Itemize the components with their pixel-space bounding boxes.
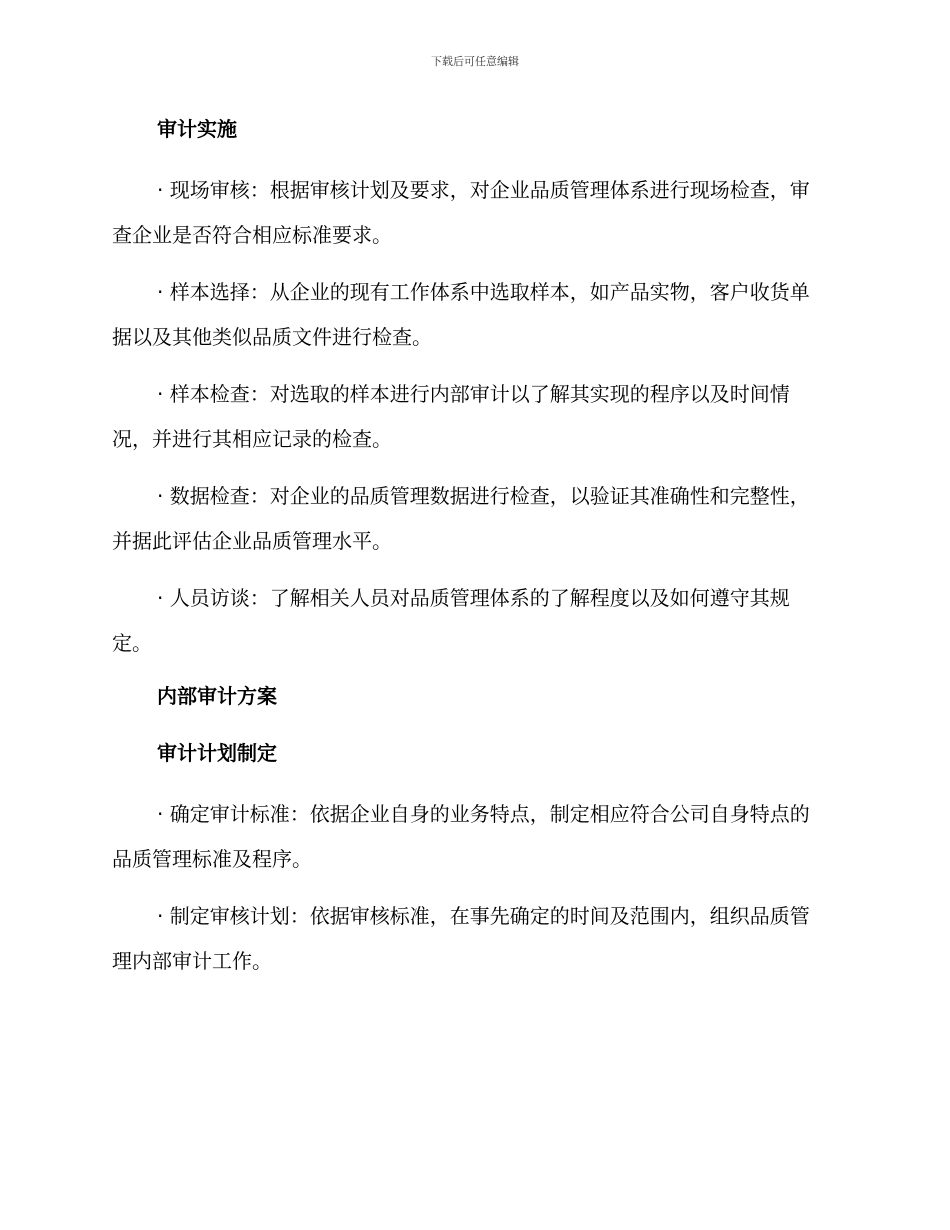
paragraph-sample-inspection: · 样本检查：对选取的样本进行内部审计以了解其实现的程序以及时间情况，并进行其相应记录的检查。	[112, 382, 790, 451]
section-heading-audit-implementation: 审计实施	[157, 117, 237, 141]
paragraph-staff-interview: · 人员访谈：了解相关人员对品质管理体系的了解程度以及如何遵守其规定。	[112, 586, 790, 655]
section-heading-audit-plan-formulation: 审计计划制定	[157, 741, 277, 765]
paragraph-onsite-audit: · 现场审核：根据审核计划及要求，对企业品质管理体系进行现场检查，审查企业是否符合相应标准要求。	[112, 178, 810, 247]
page-header-note: 下载后可任意编辑	[431, 55, 519, 68]
paragraph-sample-selection: · 样本选择：从企业的现有工作体系中选取样本，如产品实物，客户收货单据以及其他类似品质文件进行检查。	[112, 280, 810, 349]
document-body	[112, 111, 822, 996]
section-heading-internal-audit-plan: 内部审计方案	[157, 684, 277, 708]
paragraph-data-inspection: · 数据检查：对企业的品质管理数据进行检查，以验证其准确性和完整性，并据此评估企业品质管理水平。	[112, 484, 810, 553]
paragraph-audit-standards: · 确定审计标准：依据企业自身的业务特点，制定相应符合公司自身特点的品质管理标准及程序。	[112, 802, 810, 871]
paragraph-audit-schedule: · 制定审核计划：依据审核标准，在事先确定的时间及范围内，组织品质管理内部审计工作。	[112, 904, 810, 973]
